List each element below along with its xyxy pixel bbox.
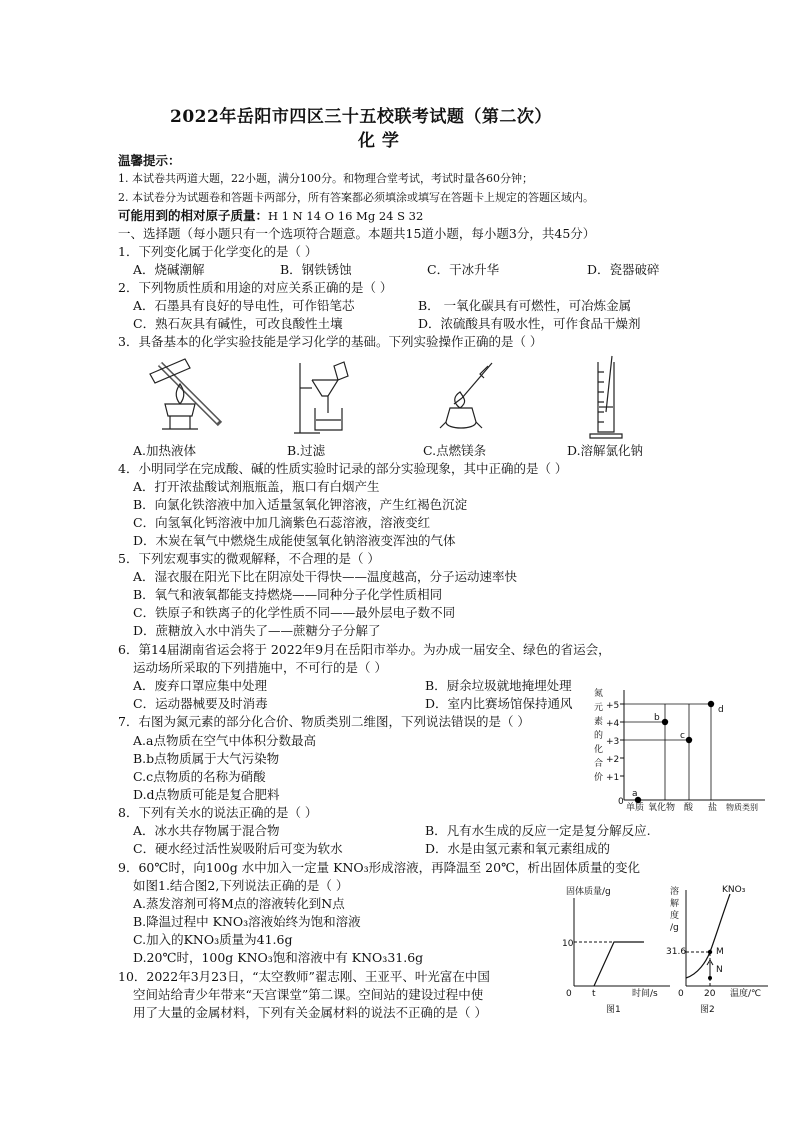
q7-option-d: D.d点物质可能是复合肥料 bbox=[133, 787, 280, 802]
q5-option-b: B．氧气和液氧都能支持燃烧——同种分子化学性质相同 bbox=[133, 587, 443, 602]
figure-2-solubility-chart bbox=[664, 880, 774, 1020]
figure-1-solid-mass-chart bbox=[552, 882, 682, 1017]
q4-stem: 4．小明同学在完成酸、碱的性质实验时记录的部分实验现象，其中正确的是（ ） bbox=[118, 461, 568, 476]
fig1-ylabel: 固体质量/g bbox=[566, 887, 611, 897]
q9-stem-2: 如图1.结合图2,下列说法正确的是（ ） bbox=[133, 878, 349, 893]
q10-line-1: 10．2022年3月23日，“太空教师”翟志刚、王亚平、叶光富在中国 bbox=[118, 969, 490, 984]
atomic-mass-line bbox=[118, 208, 423, 224]
q6-option-b: B．厨余垃圾就地掩埋处理 bbox=[425, 678, 572, 693]
chart-n-label-b: b bbox=[654, 713, 660, 723]
chart-n-ytick-3: +3 bbox=[606, 737, 620, 747]
fig2-point-n bbox=[708, 976, 712, 980]
chart-n-point-c bbox=[686, 737, 692, 743]
q1-option-c: C．干冰升华 bbox=[427, 262, 500, 277]
q4-option-a: A．打开浓盐酸试剂瓶瓶盖，瓶口有白烟产生 bbox=[133, 479, 380, 494]
fig2-ytick-31-6: 31.6 bbox=[666, 947, 687, 957]
chart-n-ytick-5: +5 bbox=[606, 701, 620, 711]
chart-n-point-d bbox=[708, 701, 714, 707]
q5-option-a: A．湿衣服在阳光下比在阴凉处干得快——温度越高，分子运动速率快 bbox=[133, 569, 518, 584]
q4-option-b: B．向氯化铁溶液中加入适量氢氧化钾溶液，产生红褐色沉淀 bbox=[133, 497, 468, 512]
q8-option-a: A．冰水共存物属于混合物 bbox=[133, 823, 280, 838]
atomic-mass-label: 可能用到的相对原子质量： bbox=[118, 208, 269, 223]
fig2-point-m-label: M bbox=[716, 947, 724, 957]
q9-stem-1: 9．60℃时，向100g 水中加入一定量 KNO₃形成溶液，再降温至 20℃，析出固体质量的变化 bbox=[118, 860, 641, 875]
chart-n-guide-b bbox=[624, 722, 665, 800]
q6-option-d: D．室内比赛场馆保持通风 bbox=[425, 696, 573, 711]
chart-n-ylabel-3: 的 bbox=[594, 731, 604, 741]
filtration-illustration bbox=[290, 358, 360, 438]
q1-stem: 1．下列变化属于化学变化的是（ ） bbox=[118, 244, 318, 259]
fig2-dashed-guide bbox=[686, 952, 710, 986]
q4-option-d: D．木炭在氧气中燃烧生成能使氢氧化钠溶液变浑浊的气体 bbox=[133, 533, 456, 548]
page-title: 2022年岳阳市四区三十五校联考试题（第二次） bbox=[170, 107, 552, 127]
section-heading: 一、选择题（每小题只有一个选项符合题意。本题共15道小题，每小题3分，共45分） bbox=[118, 226, 596, 241]
q7-option-b: B.b点物质属于大气污染物 bbox=[133, 751, 280, 766]
fig1-origin: 0 bbox=[566, 989, 572, 999]
notes-heading: 温馨提示： bbox=[118, 153, 181, 168]
chart-n-xcat-2: 酸 bbox=[684, 803, 694, 813]
chart-n-xcat-3: 盐 bbox=[708, 803, 718, 813]
q8-option-d: D．水是由氢元素和氧元素组成的 bbox=[425, 841, 611, 856]
fig2-ylabel-0: 溶 bbox=[670, 887, 680, 897]
q7-stem: 7．右图为氮元素的部分化合价、物质类别二维图，下列说法错误的是（ ） bbox=[118, 714, 530, 729]
q6-option-c: C．运动器械要及时消毒 bbox=[133, 696, 268, 711]
q6-stem-1: 6．第14届湖南省运会将于 2022年9月在岳阳市举办。为办成一届安全、绿色的省运会， bbox=[118, 642, 611, 657]
fig2-ylabel-2: 度 bbox=[670, 911, 680, 921]
q9-option-a: A.蒸发溶剂可将M点的溶液转化到N点 bbox=[133, 896, 345, 911]
fig2-series-label: KNO₃ bbox=[722, 885, 746, 895]
q1-option-d: D．瓷器破碎 bbox=[587, 262, 660, 277]
chart-n-ytick-4: +4 bbox=[606, 719, 620, 729]
q7-option-c: C.c点物质的名称为硝酸 bbox=[133, 769, 266, 784]
fig1-ytick-10: 10 bbox=[562, 939, 574, 949]
atomic-mass-values: H 1 N 14 O 16 Mg 24 S 32 bbox=[268, 209, 424, 223]
chart-n-ytick-1: +1 bbox=[606, 773, 620, 783]
chart-n-ylabel-6: 价 bbox=[594, 773, 604, 783]
fig2-origin: 0 bbox=[678, 989, 684, 999]
chart-n-point-b bbox=[662, 719, 668, 725]
q1-option-a: A．烧碱潮解 bbox=[133, 262, 205, 277]
chart-n-ylabel-1: 元 bbox=[594, 703, 604, 713]
q2-option-b: B． 一氧化碳具有可燃性，可冶炼金属 bbox=[418, 298, 632, 313]
q2-option-a: A．石墨具有良好的导电性，可作铅笔芯 bbox=[133, 298, 355, 313]
q2-stem: 2．下列物质性质和用途的对应关系正确的是（ ） bbox=[118, 280, 393, 295]
q8-option-c: C．硬水经过活性炭吸附后可变为软水 bbox=[133, 841, 343, 856]
nitrogen-valence-chart bbox=[590, 686, 790, 816]
chart-n-ylabel-0: 氮 bbox=[594, 689, 604, 699]
subject-title: 化 学 bbox=[358, 131, 400, 151]
chart-n-origin: 0 bbox=[618, 797, 624, 807]
dissolving-nacl-illustration bbox=[578, 352, 638, 442]
note-1: 1. 本试卷共两道大题，22小题，满分100分。和物理合堂考试，考试时量各60分钟； bbox=[118, 172, 533, 185]
q8-stem: 8．下列有关水的说法正确的是（ ） bbox=[118, 805, 318, 820]
q5-option-c: C．铁原子和铁离子的化学性质不同——最外层电子数不同 bbox=[133, 605, 456, 620]
fig1-caption: 图1 bbox=[606, 1005, 621, 1015]
q3-stem: 3．具备基本的化学实验技能是学习化学的基础。下列实验操作正确的是（ ） bbox=[118, 334, 543, 349]
q2-option-c: C．熟石灰具有碱性，可改良酸性土壤 bbox=[133, 316, 343, 331]
q7-option-a: A.a点物质在空气中体积分数最高 bbox=[133, 733, 316, 748]
q6-option-a: A．废弃口罩应集中处理 bbox=[133, 678, 268, 693]
chart-n-xlabel: 物质类别 bbox=[726, 803, 758, 812]
q3-option-b: B.过滤 bbox=[287, 443, 326, 458]
fig2-ylabel-3: /g bbox=[670, 923, 679, 933]
q4-option-c: C．向氢氧化钙溶液中加几滴紫色石蕊溶液，溶液变红 bbox=[133, 515, 431, 530]
fig2-xtick-20: 20 bbox=[704, 989, 716, 999]
chart-n-ytick-2: +2 bbox=[606, 755, 620, 765]
chart-n-ylabel-5: 合 bbox=[594, 759, 604, 769]
fig2-solubility-curve bbox=[686, 894, 730, 978]
q10-line-3: 用了大量的金属材料，下列有关金属材料的说法不正确的是（ ） bbox=[133, 1005, 487, 1020]
fig2-ylabel-1: 解 bbox=[670, 899, 680, 909]
fig1-series-line bbox=[594, 942, 644, 986]
chart-n-label-c: c bbox=[680, 731, 685, 741]
chart-n-label-d: d bbox=[718, 705, 724, 715]
fig2-point-m bbox=[708, 950, 712, 954]
q5-stem: 5．下列宏观事实的微观解释，不合理的是（ ） bbox=[118, 551, 380, 566]
q10-line-2: 空间站给青少年带来“天宫课堂”第二课。空间站的建设过程中使 bbox=[133, 987, 484, 1002]
chart-n-ylabel-4: 化 bbox=[594, 745, 604, 755]
q6-stem-2: 运动场所采取的下列措施中，不可行的是（ ） bbox=[133, 660, 387, 675]
chart-n-guide-d bbox=[624, 704, 711, 800]
chart-n-xcat-0: 单质 bbox=[626, 803, 645, 813]
q5-option-d: D．蔗糖放入水中消失了——蔗糖分子分解了 bbox=[133, 623, 381, 638]
fig1-xlabel: 时间/s bbox=[632, 989, 658, 999]
fig2-xlabel: 温度/℃ bbox=[730, 989, 762, 999]
fig2-caption: 图2 bbox=[700, 1005, 715, 1015]
chart-n-label-a: a bbox=[632, 789, 638, 799]
heating-liquid-illustration bbox=[140, 354, 230, 436]
q1-option-b: B．钢铁锈蚀 bbox=[280, 262, 352, 277]
chart-n-ylabel-2: 素 bbox=[594, 717, 604, 727]
burning-magnesium-illustration bbox=[432, 358, 502, 438]
q8-option-b: B．凡有水生成的反应一定是复分解反应. bbox=[425, 823, 651, 838]
q3-option-a: A.加热液体 bbox=[133, 443, 197, 458]
note-2: 2. 本试卷分为试题卷和答题卡两部分，所有答案都必须填涂或填写在答题卡上规定的答题区域内。 bbox=[118, 191, 594, 204]
fig2-point-n-label: N bbox=[716, 965, 723, 975]
q2-option-d: D．浓硫酸具有吸水性，可作食品干燥剂 bbox=[418, 316, 641, 331]
q9-option-d: D.20℃时，100g KNO₃饱和溶液中有 KNO₃31.6g bbox=[133, 950, 424, 965]
chart-n-xcat-1: 氧化物 bbox=[648, 803, 676, 813]
q3-option-c: C.点燃镁条 bbox=[423, 443, 487, 458]
fig1-xtick-t: t bbox=[592, 989, 596, 999]
q9-option-c: C.加入的KNO₃质量为41.6g bbox=[133, 932, 293, 947]
q9-option-b: B.降温过程中 KNO₃溶液始终为饱和溶液 bbox=[133, 914, 361, 929]
q3-option-d: D.溶解氯化钠 bbox=[567, 443, 644, 458]
